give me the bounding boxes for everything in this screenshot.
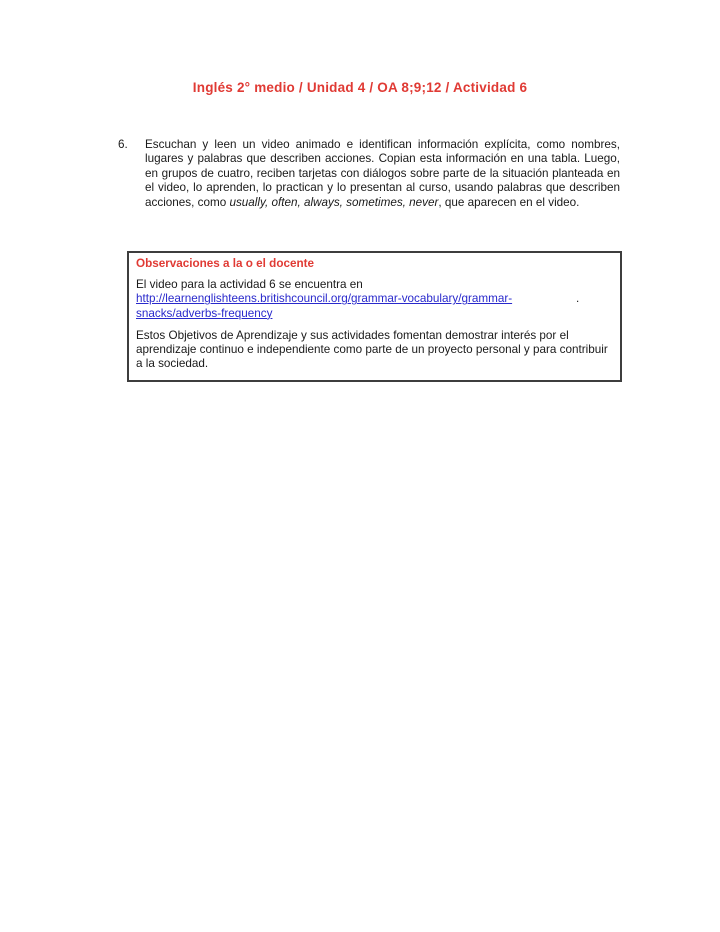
teacher-notes-heading: Observaciones a la o el docente xyxy=(136,257,314,270)
activity-text-after-adverbs: , que aparecen en el video. xyxy=(438,195,580,209)
video-link-line xyxy=(136,292,613,320)
activity-adverbs-italic: usually, often, always, sometimes, never xyxy=(229,195,439,209)
activity-item-6 xyxy=(118,138,620,210)
objectives-note: Estos Objetivos de Aprendizaje y sus actividades fomentan demostrar interés por el aprendizaje continuo e independiente como parte de un proyecto personal y para contribuir a la sociedad. xyxy=(136,328,608,371)
activity-number: 6. xyxy=(118,138,128,151)
video-hyperlink[interactable]: http://learnenglishteens.britishcouncil.org/grammar-vocabulary/grammar-snacks/adverbs-frequency xyxy=(136,292,513,320)
link-suffix-period: . xyxy=(576,292,580,306)
activity-text-before-adverbs: Escuchan y leen un video animado e identifican información explícita, como nombres, lugares y palabras que describen acciones. Copian esta información en una tabla. Luego, en grupos de cuatro, reciben tarjetas con diálogos sobre parte de la situación planteada en el video, lo aprenden, lo practican y lo presentan al curso, usando palabras que describen acciones, como xyxy=(145,138,620,209)
page-title: Inglés 2° medio / Unidad 4 / OA 8;9;12 / Actividad 6 xyxy=(192,80,528,95)
video-link-intro: El video para la actividad 6 se encuentra en xyxy=(136,278,363,292)
activity-description xyxy=(145,138,620,210)
teacher-notes-box xyxy=(127,251,622,382)
